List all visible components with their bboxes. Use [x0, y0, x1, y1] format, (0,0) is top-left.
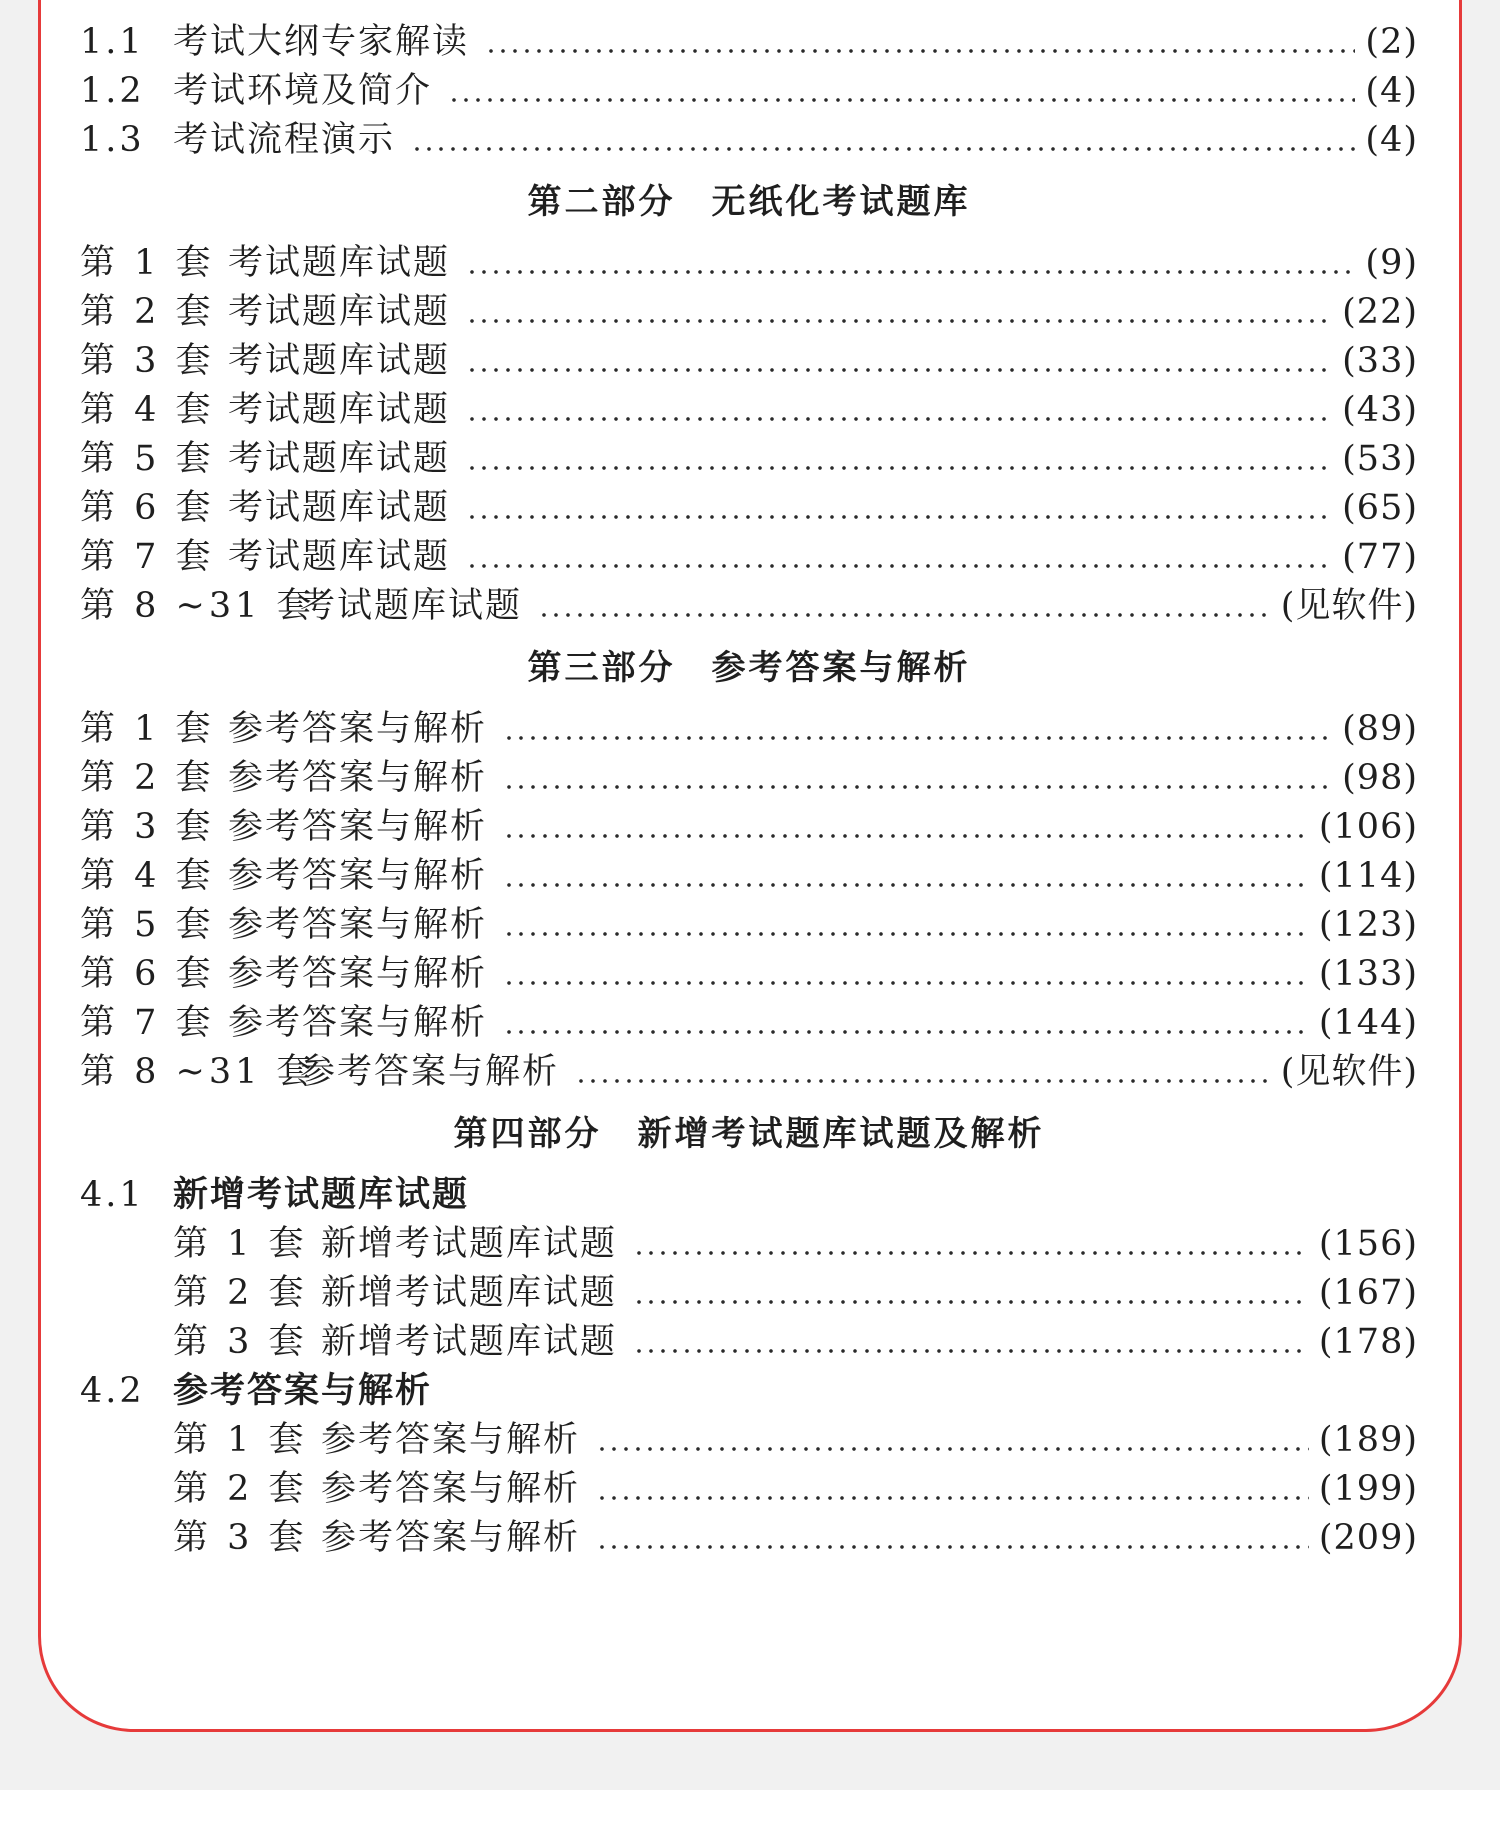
entry-page: (见软件): [1280, 1052, 1418, 1092]
dot-leader: [466, 288, 1332, 337]
entry-page: (22): [1342, 292, 1418, 332]
entry-page: (114): [1318, 856, 1418, 896]
entry-set: 第 8 ~31 套: [80, 1052, 316, 1092]
section-heading-part2: [80, 165, 1418, 239]
toc-entry[interactable]: [80, 1269, 1418, 1318]
dot-leader: [503, 852, 1309, 901]
entry-title: 考试题库试题: [228, 439, 451, 479]
section-label: 第三部分: [527, 648, 676, 688]
dot-leader: [538, 582, 1271, 631]
dot-leader: [596, 1465, 1309, 1514]
entry-title: 参考答案与解析: [321, 1469, 581, 1509]
toc-entry[interactable]: [80, 288, 1418, 337]
dot-leader: [485, 18, 1355, 67]
entry-page: (53): [1342, 439, 1418, 479]
entry-title: 参考答案与解析: [228, 709, 488, 749]
entry-page: (133): [1318, 954, 1418, 994]
toc-entry[interactable]: [80, 533, 1418, 582]
entry-page: (33): [1342, 341, 1418, 381]
entry-title: 参考答案与解析: [228, 856, 488, 896]
entry-page: (9): [1365, 243, 1418, 283]
entry-page: (156): [1318, 1224, 1418, 1264]
entry-title: 参考答案与解析: [228, 1003, 488, 1043]
entry-page: (123): [1318, 905, 1418, 945]
toc-entry[interactable]: [80, 1318, 1418, 1367]
entry-set: 第 4 套: [80, 856, 215, 896]
dot-leader: [466, 239, 1355, 288]
toc-entry[interactable]: [80, 1416, 1418, 1465]
toc-entry[interactable]: [80, 901, 1418, 950]
entry-page: (65): [1342, 488, 1418, 528]
table-of-contents: [80, 18, 1418, 1563]
entry-title: 参考答案与解析: [228, 807, 488, 847]
toc-entry[interactable]: [80, 1514, 1418, 1563]
dot-leader: [466, 386, 1332, 435]
toc-entry[interactable]: [80, 67, 1418, 116]
toc-entry[interactable]: [80, 386, 1418, 435]
entry-set: 第 2 套: [80, 758, 215, 798]
entry-set: 第 1 套: [80, 709, 215, 749]
entry-set: 第 5 套: [80, 905, 215, 945]
entry-page: (144): [1318, 1003, 1418, 1043]
entry-set: 第 1 套: [173, 1224, 308, 1264]
dot-leader: [633, 1269, 1309, 1318]
entry-set: 第 2 套: [173, 1273, 308, 1313]
toc-entry[interactable]: [80, 754, 1418, 803]
entry-set: 第 3 套: [173, 1518, 308, 1558]
toc-entry[interactable]: [80, 239, 1418, 288]
subheading-number: 4.2: [80, 1371, 145, 1411]
entry-set: 第 6 套: [80, 488, 215, 528]
toc-entry[interactable]: [80, 337, 1418, 386]
toc-subheading[interactable]: [80, 1171, 1418, 1220]
entry-set: 第 1 套: [80, 243, 215, 283]
dot-leader: [448, 67, 1355, 116]
entry-page: (199): [1318, 1469, 1418, 1509]
dot-leader: [503, 901, 1309, 950]
section-title: 无纸化考试题库: [711, 182, 971, 222]
subheading-title: 新增考试题库试题: [173, 1175, 470, 1215]
entry-page: (43): [1342, 390, 1418, 430]
entry-title: 参考答案与解析: [228, 954, 488, 994]
entry-page: (189): [1318, 1420, 1418, 1460]
entry-title: 考试环境及简介: [173, 71, 433, 111]
dot-leader: [466, 533, 1332, 582]
toc-entry[interactable]: [80, 705, 1418, 754]
entry-number: 1.2: [80, 71, 145, 111]
entry-set: 第 5 套: [80, 439, 215, 479]
dot-leader: [575, 1048, 1271, 1097]
entry-set: 第 2 套: [80, 292, 215, 332]
entry-title: 考试大纲专家解读: [173, 22, 470, 62]
dot-leader: [466, 337, 1332, 386]
entry-title: 考试流程演示: [173, 120, 396, 160]
entry-page: (167): [1318, 1273, 1418, 1313]
entry-number: 1.1: [80, 22, 145, 62]
toc-entry[interactable]: [80, 116, 1418, 165]
entry-title: 新增考试题库试题: [321, 1322, 618, 1362]
entry-page: (106): [1318, 807, 1418, 847]
entry-title: 参考答案与解析: [228, 758, 488, 798]
toc-entry[interactable]: [80, 1465, 1418, 1514]
entry-set: 第 8 ~31 套: [80, 586, 316, 626]
toc-entry[interactable]: [80, 1220, 1418, 1269]
dot-leader: [466, 435, 1332, 484]
entry-set: 第 3 套: [80, 341, 215, 381]
dot-leader: [503, 999, 1309, 1048]
entry-title: 考试题库试题: [228, 537, 451, 577]
entry-set: 第 2 套: [173, 1469, 308, 1509]
toc-entry[interactable]: [80, 950, 1418, 999]
entry-page: (2): [1365, 22, 1418, 62]
entry-page: (98): [1342, 758, 1418, 798]
entry-set: 第 7 套: [80, 1003, 215, 1043]
subheading-number: 4.1: [80, 1175, 145, 1215]
toc-entry[interactable]: [80, 484, 1418, 533]
entry-page: (4): [1365, 71, 1418, 111]
toc-entry[interactable]: [80, 435, 1418, 484]
toc-entry[interactable]: [80, 999, 1418, 1048]
dot-leader: [411, 116, 1355, 165]
toc-entry[interactable]: [80, 582, 1418, 631]
entry-number: 1.3: [80, 120, 145, 160]
section-label: 第二部分: [527, 182, 676, 222]
entry-page: (4): [1365, 120, 1418, 160]
toc-subheading[interactable]: [80, 1367, 1418, 1416]
entry-set: 第 1 套: [173, 1420, 308, 1460]
dot-leader: [596, 1514, 1309, 1563]
dot-leader: [633, 1318, 1309, 1367]
entry-title: 新增考试题库试题: [321, 1273, 618, 1313]
dot-leader: [466, 484, 1332, 533]
entry-title: 考试题库试题: [228, 390, 451, 430]
subheading-title: 参考答案与解析: [173, 1371, 433, 1411]
entry-title: 考试题库试题: [228, 341, 451, 381]
toc-entry[interactable]: [80, 1048, 1418, 1097]
section-heading-part4: [80, 1097, 1418, 1171]
entry-page: (89): [1342, 709, 1418, 749]
entry-title: 考试题库试题: [228, 243, 451, 283]
dot-leader: [596, 1416, 1309, 1465]
dot-leader: [503, 803, 1309, 852]
entry-title: 考试题库试题: [228, 488, 451, 528]
section-label: 第四部分: [453, 1114, 602, 1154]
toc-entry[interactable]: [80, 803, 1418, 852]
entry-title: 考试题库试题: [300, 586, 523, 626]
entry-set: 第 3 套: [173, 1322, 308, 1362]
section-heading-part3: [80, 631, 1418, 705]
dot-leader: [503, 754, 1332, 803]
entry-set: 第 6 套: [80, 954, 215, 994]
entry-page: (见软件): [1280, 586, 1418, 626]
entry-title: 新增考试题库试题: [321, 1224, 618, 1264]
entry-title: 参考答案与解析: [321, 1518, 581, 1558]
entry-set: 第 4 套: [80, 390, 215, 430]
dot-leader: [633, 1220, 1309, 1269]
entry-page: (209): [1318, 1518, 1418, 1558]
entry-title: 考试题库试题: [228, 292, 451, 332]
dot-leader: [503, 950, 1309, 999]
entry-title: 参考答案与解析: [321, 1420, 581, 1460]
toc-entry[interactable]: [80, 852, 1418, 901]
entry-set: 第 7 套: [80, 537, 215, 577]
section-title: 新增考试题库试题及解析: [637, 1114, 1045, 1154]
section-title: 参考答案与解析: [711, 648, 971, 688]
entry-title: 参考答案与解析: [300, 1052, 560, 1092]
entry-page: (178): [1318, 1322, 1418, 1362]
entry-set: 第 3 套: [80, 807, 215, 847]
entry-title: 参考答案与解析: [228, 905, 488, 945]
toc-entry[interactable]: [80, 18, 1418, 67]
entry-page: (77): [1342, 537, 1418, 577]
dot-leader: [503, 705, 1332, 754]
